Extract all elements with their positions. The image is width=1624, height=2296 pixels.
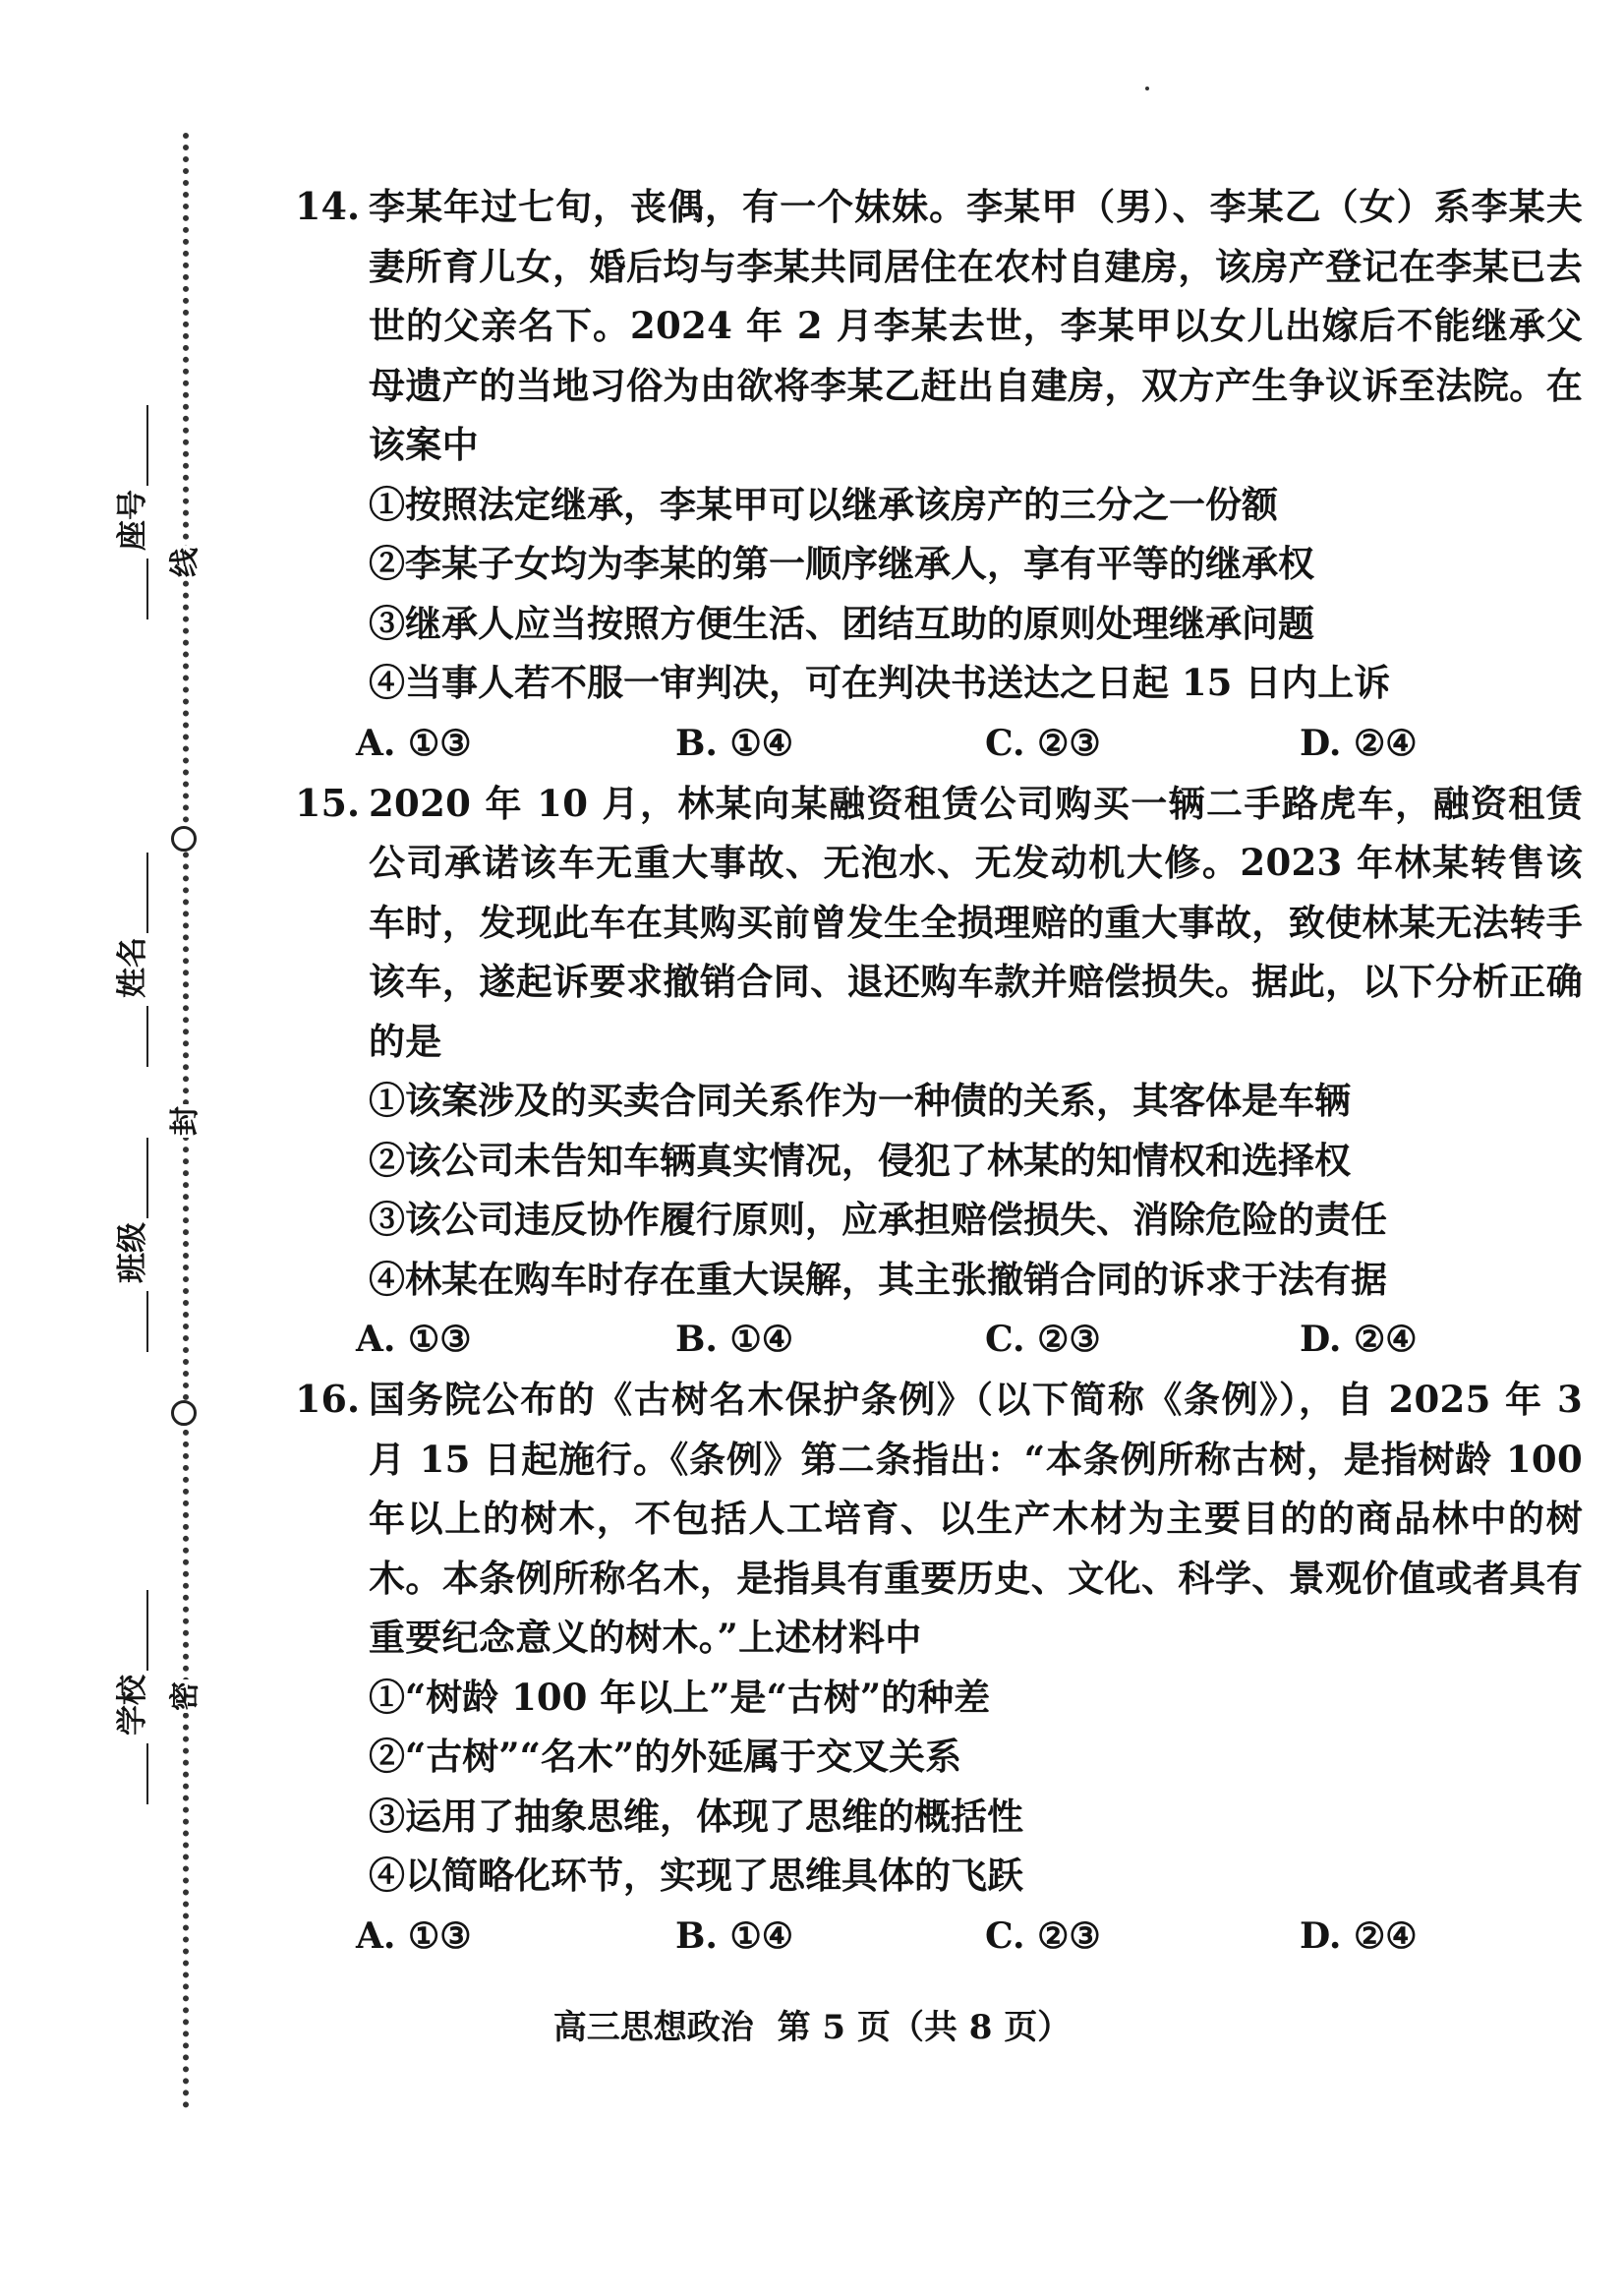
school-field[interactable] xyxy=(103,1578,162,1804)
footer-subject: 高三思想政治 xyxy=(552,2008,754,2047)
choice-a[interactable]: A. ①③ xyxy=(356,722,472,764)
question-15 xyxy=(295,774,1593,1371)
statement-4: ④当事人若不服一审判决，可在判决书送达之日起 15 日内上诉 xyxy=(369,661,1391,704)
question-16 xyxy=(295,1370,1593,1967)
seal-circle-bottom xyxy=(171,1400,197,1426)
choice-b[interactable]: B. ①④ xyxy=(675,722,794,764)
scan-speck xyxy=(1145,87,1149,90)
choice-d[interactable]: D. ②④ xyxy=(1300,1319,1418,1360)
seat-number-blank-left[interactable] xyxy=(146,559,148,619)
footer-page-number: 第 5 页（共 8 页） xyxy=(777,2008,1072,2047)
class-label: 班级 xyxy=(115,1222,150,1283)
seal-word-line: 线 xyxy=(166,546,205,579)
statement-4: ④以简略化环节，实现了思维具体的飞跃 xyxy=(369,1854,1023,1897)
seat-number-field[interactable] xyxy=(103,393,162,619)
question-14 xyxy=(295,177,1593,774)
question-number: 16. xyxy=(295,1377,361,1421)
choice-c[interactable]: C. ②③ xyxy=(985,722,1101,764)
page-footer xyxy=(0,2006,1624,2049)
statement-3: ③该公司违反协作履行原则，应承担赔偿损失、消除危险的责任 xyxy=(369,1198,1387,1241)
school-label: 学校 xyxy=(115,1675,150,1736)
statement-1: ①该案涉及的买卖合同关系作为一种债的关系，其客体是车辆 xyxy=(369,1079,1351,1122)
binding-margin xyxy=(0,0,226,2296)
seal-word-secret: 密 xyxy=(166,1679,205,1713)
class-blank-left[interactable] xyxy=(146,1291,148,1352)
choice-c[interactable]: C. ②③ xyxy=(985,1914,1101,1957)
choice-a[interactable]: A. ①③ xyxy=(356,1914,472,1957)
school-blank-left[interactable] xyxy=(146,1743,148,1804)
name-label: 姓名 xyxy=(115,937,150,998)
choice-b[interactable]: B. ①④ xyxy=(675,1319,794,1360)
seal-word-seal: 封 xyxy=(166,1104,205,1138)
question-stem: 国务院公布的《古树名木保护条例》（以下简称《条例》），自 2025 年 3 月 15 日起施行。《条例》第二条指出：“本条例所称古树，是指树龄 100 年以上的树木，不包括人工培育、以生产木材为主要目的的商品林中的树木。本条例所称名木，是指具有重要历史、文化、科学、景观价值或者具有重要纪念意义的树木。”上述材料中 xyxy=(369,1378,1583,1659)
choice-a[interactable]: A. ①③ xyxy=(356,1319,472,1360)
class-field[interactable] xyxy=(103,1126,162,1352)
seat-number-blank[interactable] xyxy=(146,405,148,486)
statement-2: ②该公司未告知车辆真实情况，侵犯了林某的知情权和选择权 xyxy=(369,1138,1351,1182)
question-stem: 李某年过七旬，丧偶，有一个妹妹。李某甲（男）、李某乙（女）系李某夫妻所育儿女，婚后均与李某共同居住在农村自建房，该房产登记在李某已去世的父亲名下。2024 年 2 月李某去世，李某甲以女儿出嫁后不能继承父母遗产的当地习俗为由欲将李某乙赶出自建房，双方产生争议诉至法院。在该案中 xyxy=(369,185,1583,466)
question-number: 14. xyxy=(295,184,361,228)
name-blank-left[interactable] xyxy=(146,1006,148,1067)
seat-number-label: 座号 xyxy=(115,490,150,551)
answer-choices xyxy=(356,1906,1593,1967)
statement-1: ①“树龄 100 年以上”是“古树”的种差 xyxy=(369,1675,991,1719)
question-number: 15. xyxy=(295,780,361,825)
statement-2: ②“古树”“名木”的外延属于交叉关系 xyxy=(369,1735,962,1778)
statement-4: ④林某在购车时存在重大误解，其主张撤销合同的诉求于法有据 xyxy=(369,1257,1387,1301)
choice-b[interactable]: B. ①④ xyxy=(675,1914,794,1957)
seal-circle-top xyxy=(171,826,197,852)
statement-3: ③运用了抽象思维，体现了思维的概括性 xyxy=(369,1794,1023,1838)
choice-c[interactable]: C. ②③ xyxy=(985,1319,1101,1360)
statement-1: ①按照法定继承，李某甲可以继承该房产的三分之一份额 xyxy=(369,482,1278,526)
statement-2: ②李某子女均为李某的第一顺序继承人，享有平等的继承权 xyxy=(369,542,1314,585)
answer-choices xyxy=(356,1309,1593,1370)
school-blank[interactable] xyxy=(146,1590,148,1671)
question-stem: 2020 年 10 月，林某向某融资租赁公司购买一辆二手路虎车，融资租赁公司承诺该车无重大事故、无泡水、无发动机大修。2023 年林某转售该车时，发现此车在其购买前曾发生全损理赔的重大事故，致使林某无法转手该车，遂起诉要求撤销合同、退还购车款并赔偿损失。据此，以下分析正确的是 xyxy=(369,781,1583,1063)
question-list xyxy=(295,177,1593,1967)
name-blank[interactable] xyxy=(146,853,148,933)
choice-d[interactable]: D. ②④ xyxy=(1300,1914,1418,1957)
statement-3: ③继承人应当按照方便生活、团结互助的原则处理继承问题 xyxy=(369,601,1314,645)
choice-d[interactable]: D. ②④ xyxy=(1300,722,1418,764)
class-blank[interactable] xyxy=(146,1138,148,1218)
name-field[interactable] xyxy=(103,841,162,1067)
answer-choices xyxy=(356,713,1593,774)
